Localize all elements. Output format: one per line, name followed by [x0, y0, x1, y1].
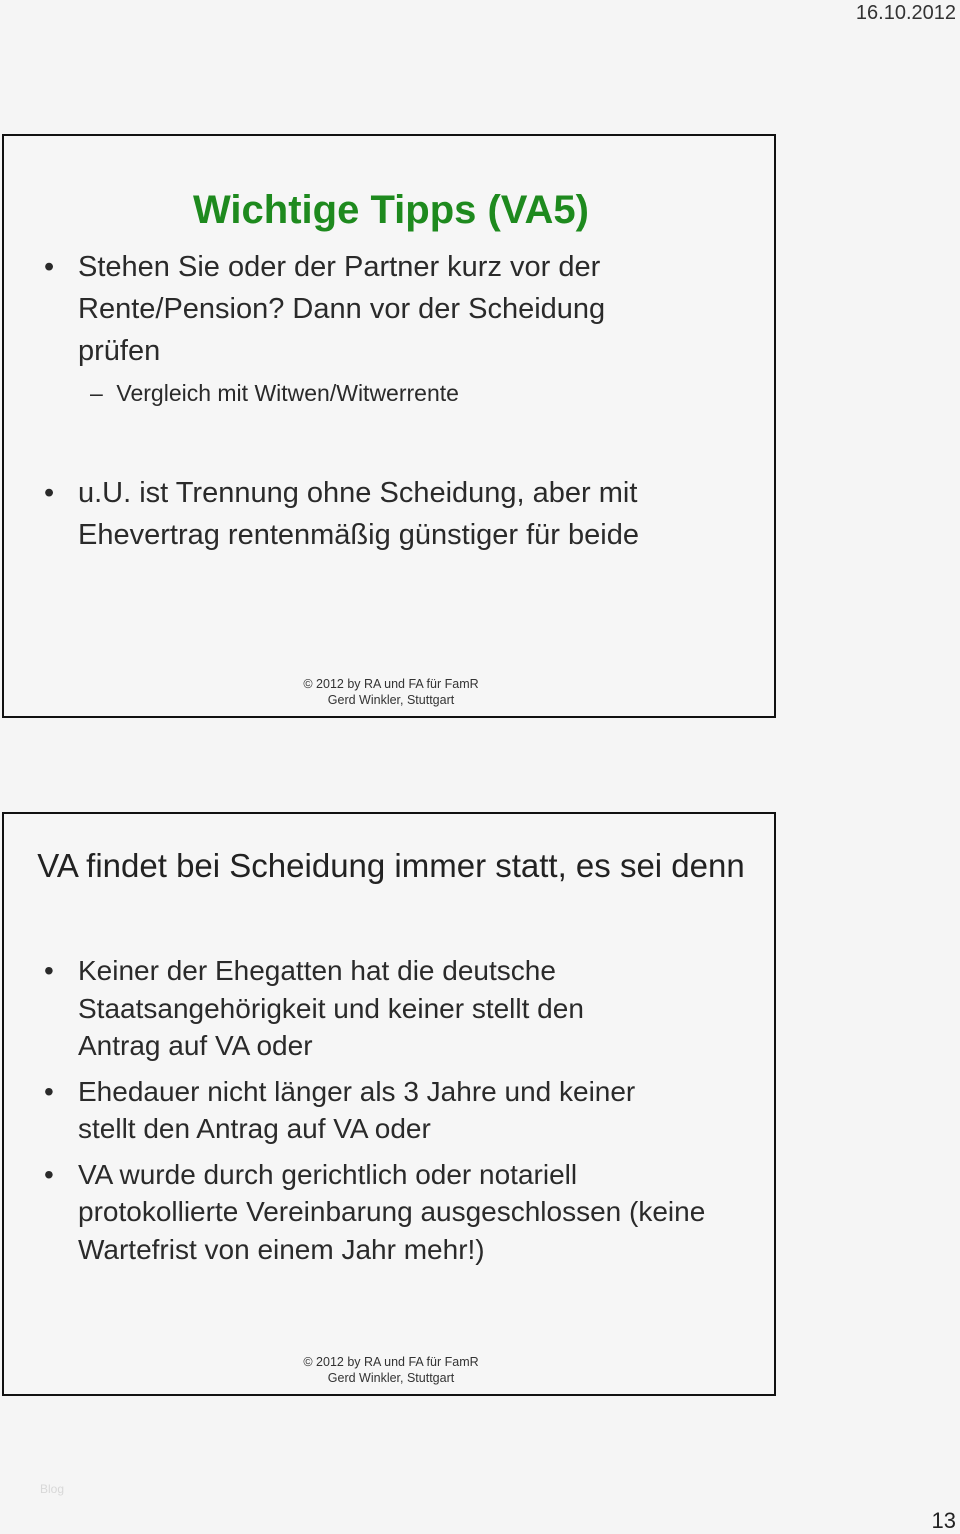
slide-1-bullet-2: • u.U. ist Trennung ohne Scheidung, aber mit Ehevertrag rentenmäßig günstiger für beide	[4, 472, 698, 556]
copyright-line: © 2012 by RA und FA für FamR	[303, 1355, 479, 1369]
slide-2-bullet-1: • Keiner der Ehegatten hat die deutsche Staatsangehörigkeit und keiner stellt den Antrag auf VA oder	[4, 952, 638, 1065]
slide-2	[2, 812, 776, 1396]
watermark-text: Blog	[40, 1482, 65, 1496]
slide-2-bullet-list	[4, 952, 764, 1276]
slide-1-bullet-list-2	[4, 472, 764, 556]
slide-1-bullet-list	[4, 246, 764, 372]
slide-1-sub-item-text: Vergleich mit Witwen/Witwerrente	[116, 380, 459, 406]
print-date: 16.10.2012	[855, 2, 956, 24]
slide-1-title: Wichtige Tipps (VA5)	[193, 188, 589, 232]
slide-1-bullet-1: • Stehen Sie oder der Partner kurz vor der Rente/Pension? Dann vor der Scheidung prüfen	[4, 246, 638, 372]
copyright-line: © 2012 by RA und FA für FamR	[303, 677, 479, 691]
slide-2-footer	[4, 1354, 778, 1386]
slide-1-footer	[4, 676, 778, 708]
slide-2-title: VA findet bei Scheidung immer statt, es sei denn	[37, 847, 745, 884]
slide-2-bullet-3: • VA wurde durch gerichtlich oder notariell protokollierte Vereinbarung ausgeschlossen (keine Wartefrist von einem Jahr mehr!)	[4, 1156, 718, 1269]
author-line: Gerd Winkler, Stuttgart	[327, 693, 455, 707]
page-number: 13	[931, 1508, 956, 1533]
slide-2-bullet-2: • Ehedauer nicht länger als 3 Jahre und keiner stellt den Antrag auf VA oder	[4, 1073, 678, 1148]
dash-icon: –	[90, 380, 103, 406]
slide-1	[2, 134, 776, 718]
slide-1-sub-item	[90, 380, 459, 407]
author-line: Gerd Winkler, Stuttgart	[327, 1371, 455, 1385]
